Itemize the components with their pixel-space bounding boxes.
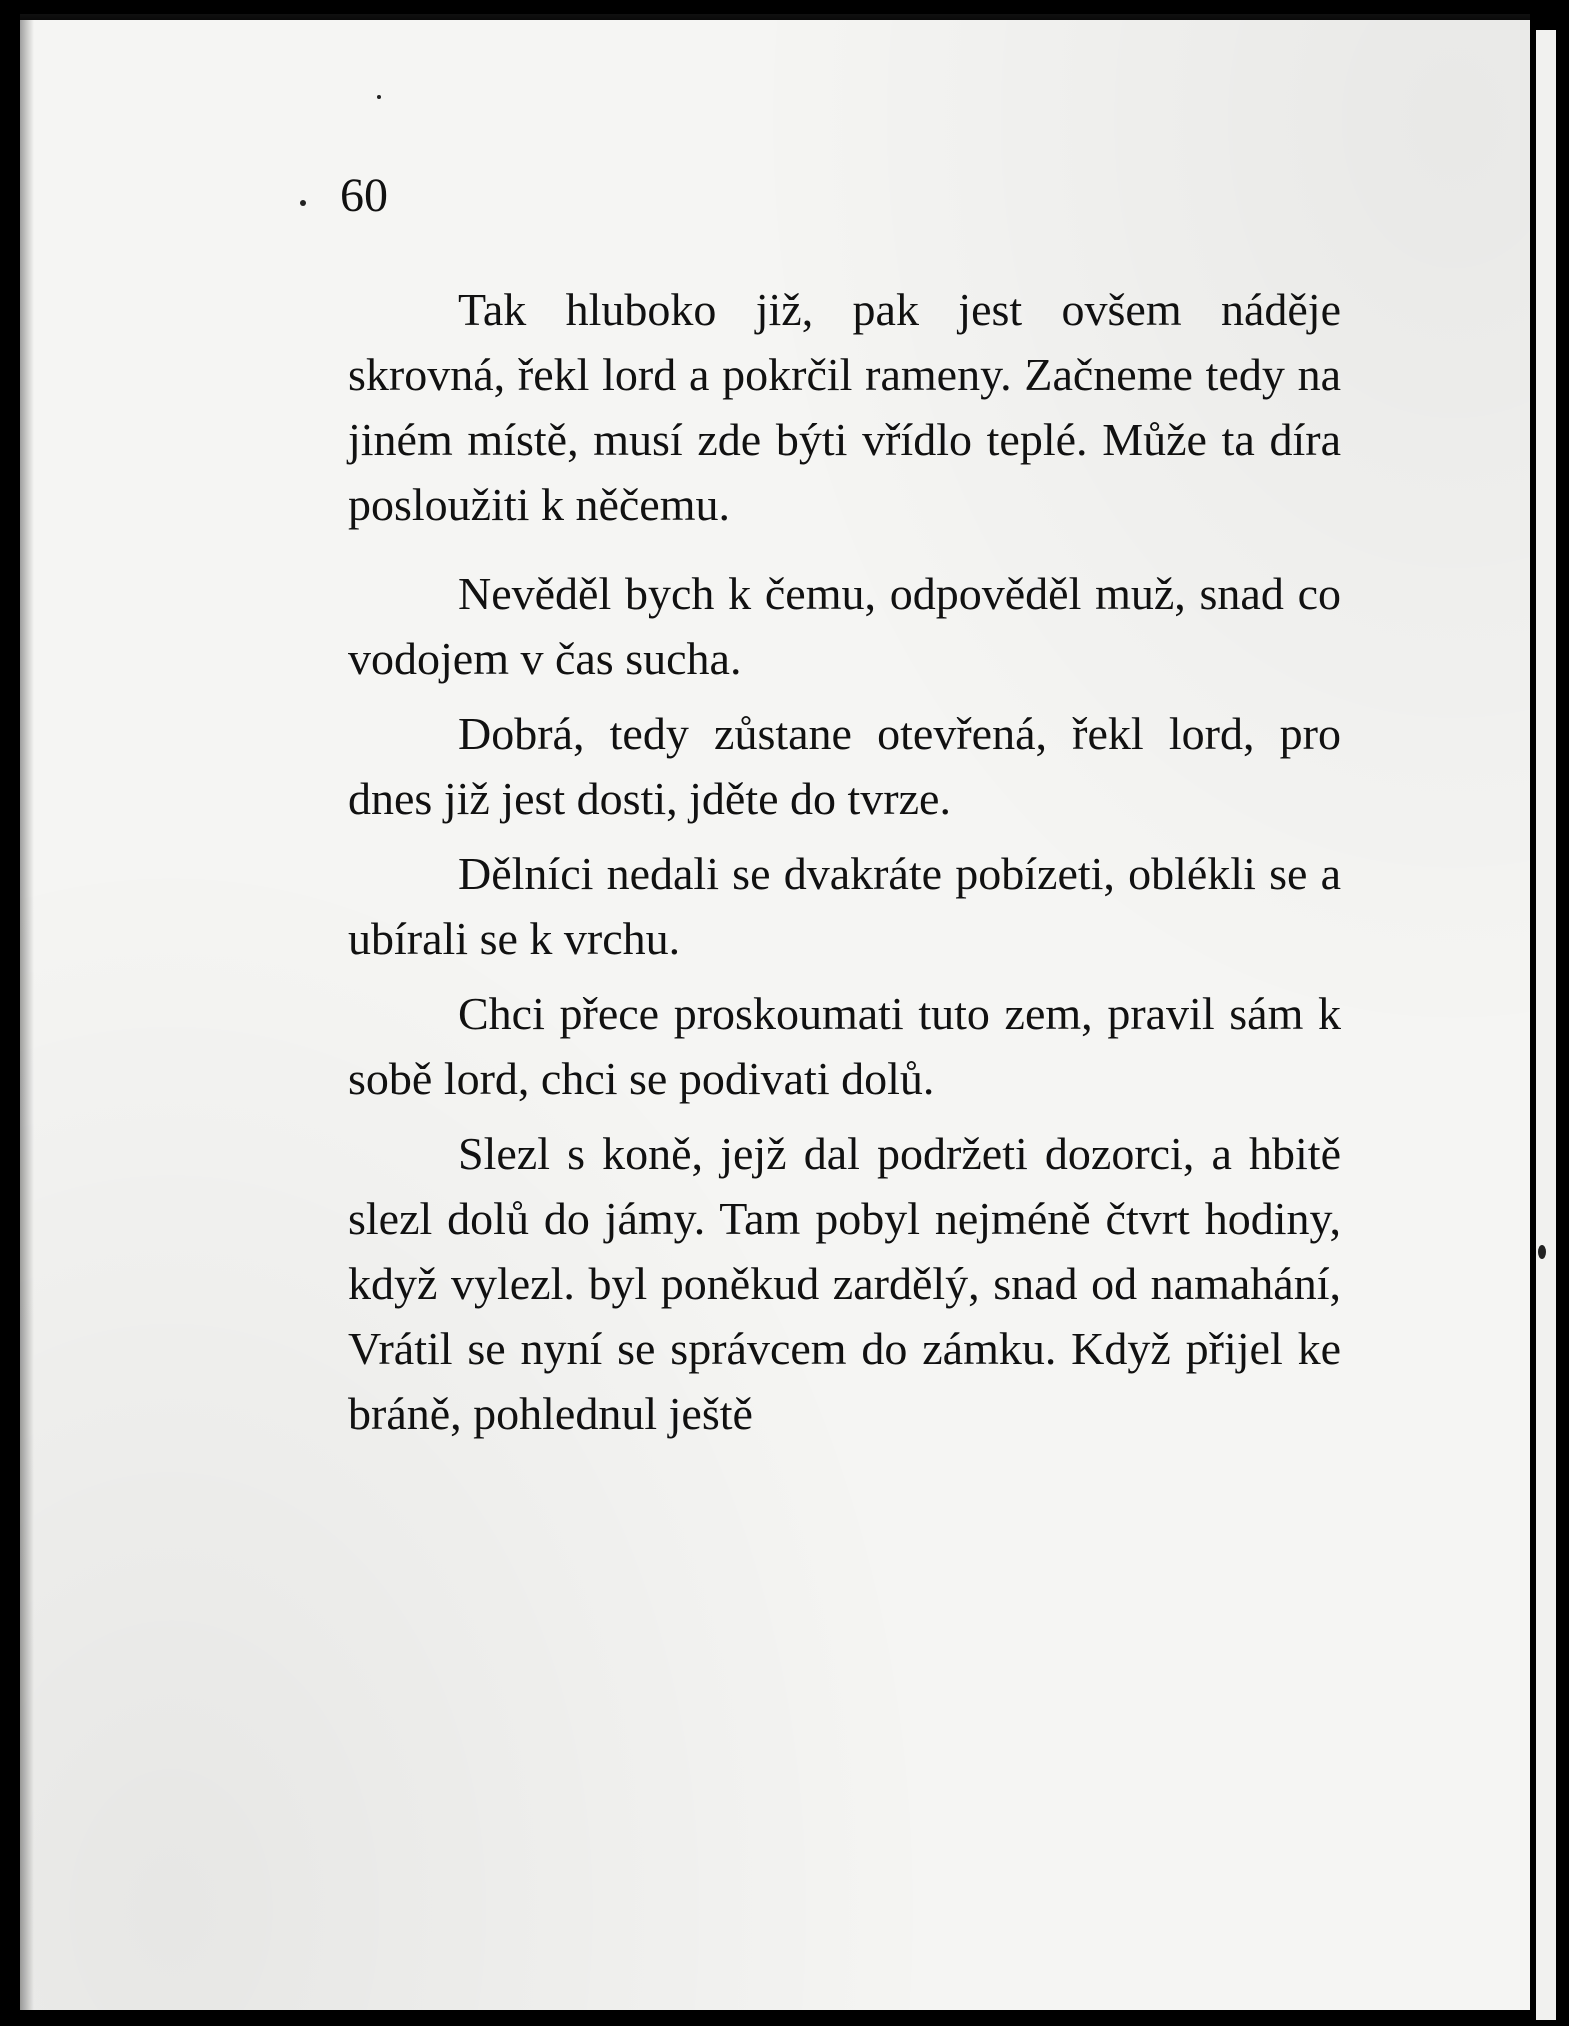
paragraph: Dělníci nedali se dvakráte pobízeti, oblékli se a ubírali se k vrchu. [348,848,1341,964]
paragraph: Nevěděl bych k čemu, odpověděl muž, snad co vodojem v čas sucha. [348,568,1341,684]
paragraph: Dobrá, tedy zůstane otevřená, řekl lord, pro dnes již jest dosti, jděte do tvrze. [348,708,1341,824]
paragraph: Chci přece proskoumati tuto zem, pravil sám k sobě lord, chci se podivati dolů. [348,988,1341,1104]
paragraph: Tak hluboko již, pak jest ovšem náděje skrovná, řekl lord a pokrčil rameny. Začneme tedy na jiném místě, musí zde býti vřídlo teplé. Může ta díra posloužiti k něčemu. [348,284,1341,530]
paragraph: Slezl s koně, jejž dal podržeti dozorci, a hbitě slezl dolů do jámy. Tam pobyl nejméně čtvrt hodiny, když vylezl. byl poněkud zardělý, snad od namahání, Vrátil se nyní se správcem do zámku. Když přijel ke bráně, pohlednul ještě [348,1128,1341,1439]
ink-speck [377,95,381,99]
page-number: 60 [340,169,388,222]
ink-speck [1538,1245,1546,1259]
scan-left-shadow [20,20,34,2010]
body-text [348,277,1341,1456]
next-page-edge [1536,30,1556,2020]
ink-speck [300,200,306,206]
